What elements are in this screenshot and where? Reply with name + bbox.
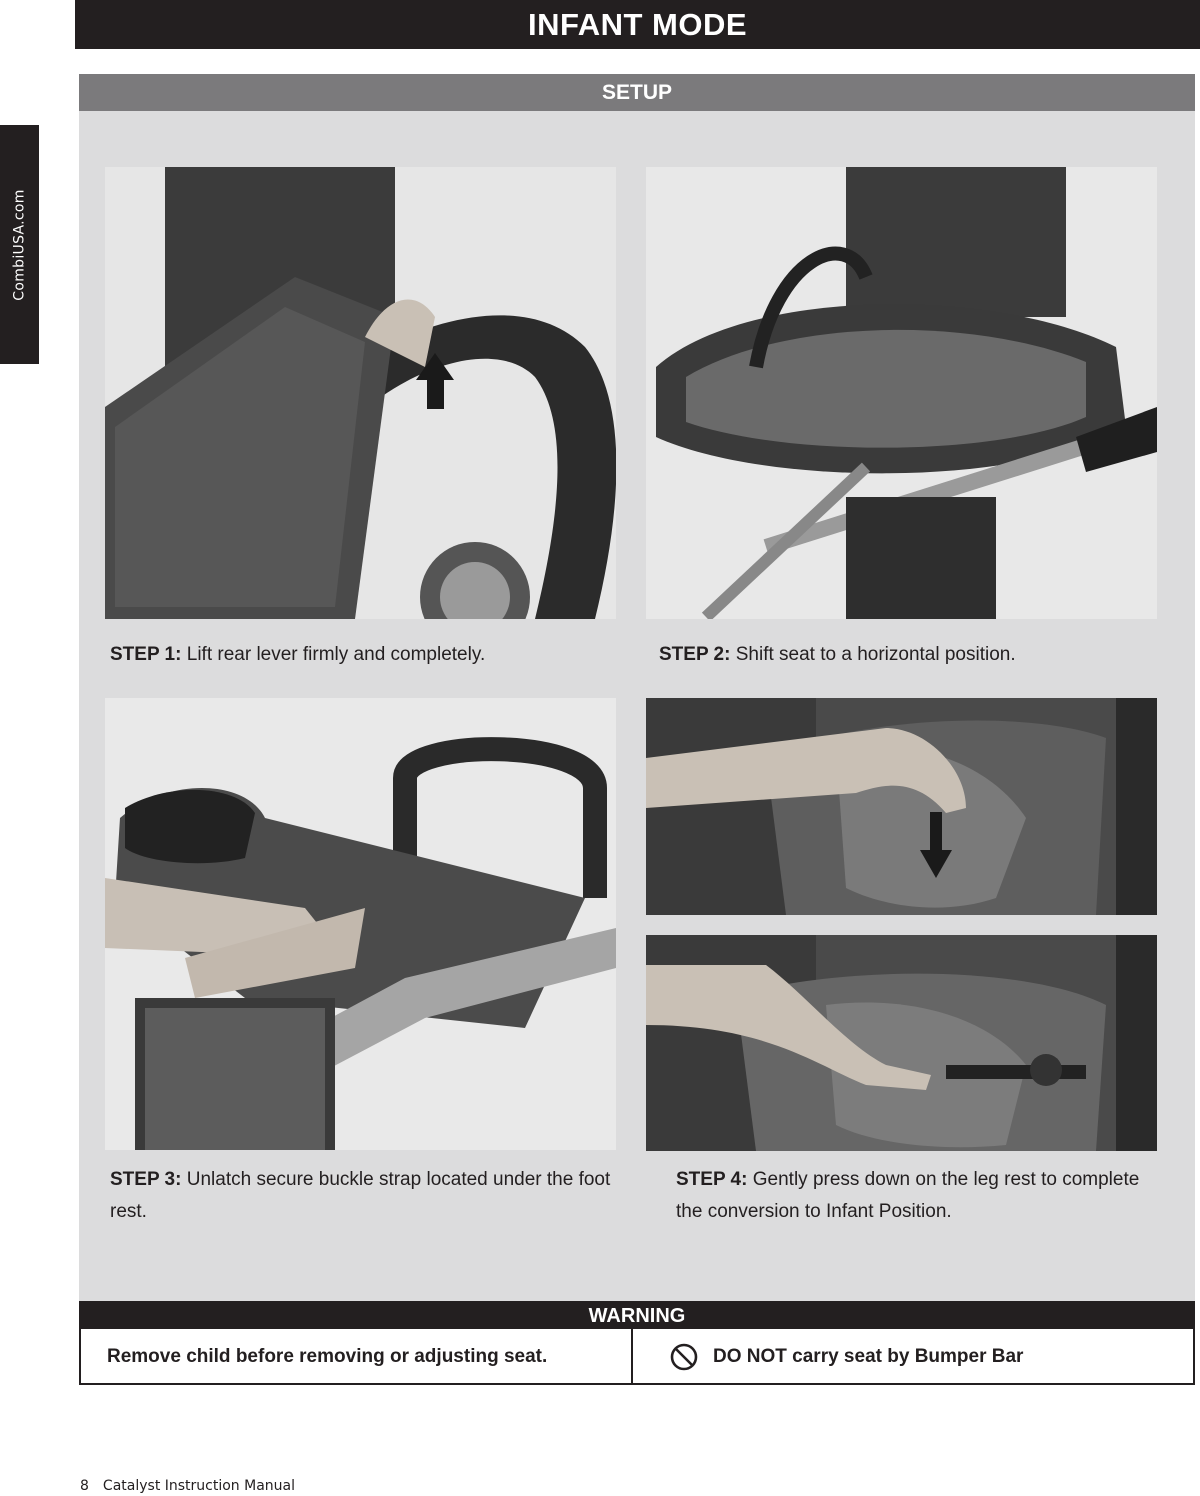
page-number: 8 xyxy=(80,1478,89,1494)
step-1-photo xyxy=(105,167,616,619)
step-3-text: STEP 3: Unlatch secure buckle strap located under the foot rest. xyxy=(110,1169,611,1222)
step-4-text: STEP 4: Gently press down on the leg rest to complete the conversion to Infant Position. xyxy=(676,1169,1140,1222)
warning-left-text: Remove child before removing or adjusting seat. xyxy=(107,1346,548,1367)
side-tab-text: CombiUSA.com xyxy=(11,188,28,301)
prohibited-icon xyxy=(669,1342,699,1372)
warning-left xyxy=(81,1329,633,1385)
step-4-photo-bottom xyxy=(646,935,1157,1151)
step-2-photo xyxy=(646,167,1157,619)
page-title: INFANT MODE xyxy=(75,0,1200,49)
step-3-photo xyxy=(105,698,616,1150)
warning-box xyxy=(79,1301,1195,1385)
step-4-photo-top xyxy=(646,698,1157,915)
step-2-text: STEP 2: Shift seat to a horizontal position. xyxy=(659,644,1016,665)
warning-right-text: DO NOT carry seat by Bumper Bar xyxy=(713,1346,1024,1367)
setup-heading: SETUP xyxy=(79,74,1195,111)
footer xyxy=(80,1478,295,1494)
manual-title: Catalyst Instruction Manual xyxy=(102,1478,296,1494)
warning-right xyxy=(633,1329,1193,1385)
setup-panel xyxy=(79,74,1195,1302)
warning-heading: WARNING xyxy=(81,1303,1193,1329)
step-1-text: STEP 1: Lift rear lever firmly and completely. xyxy=(110,644,486,665)
side-tab xyxy=(0,125,39,364)
